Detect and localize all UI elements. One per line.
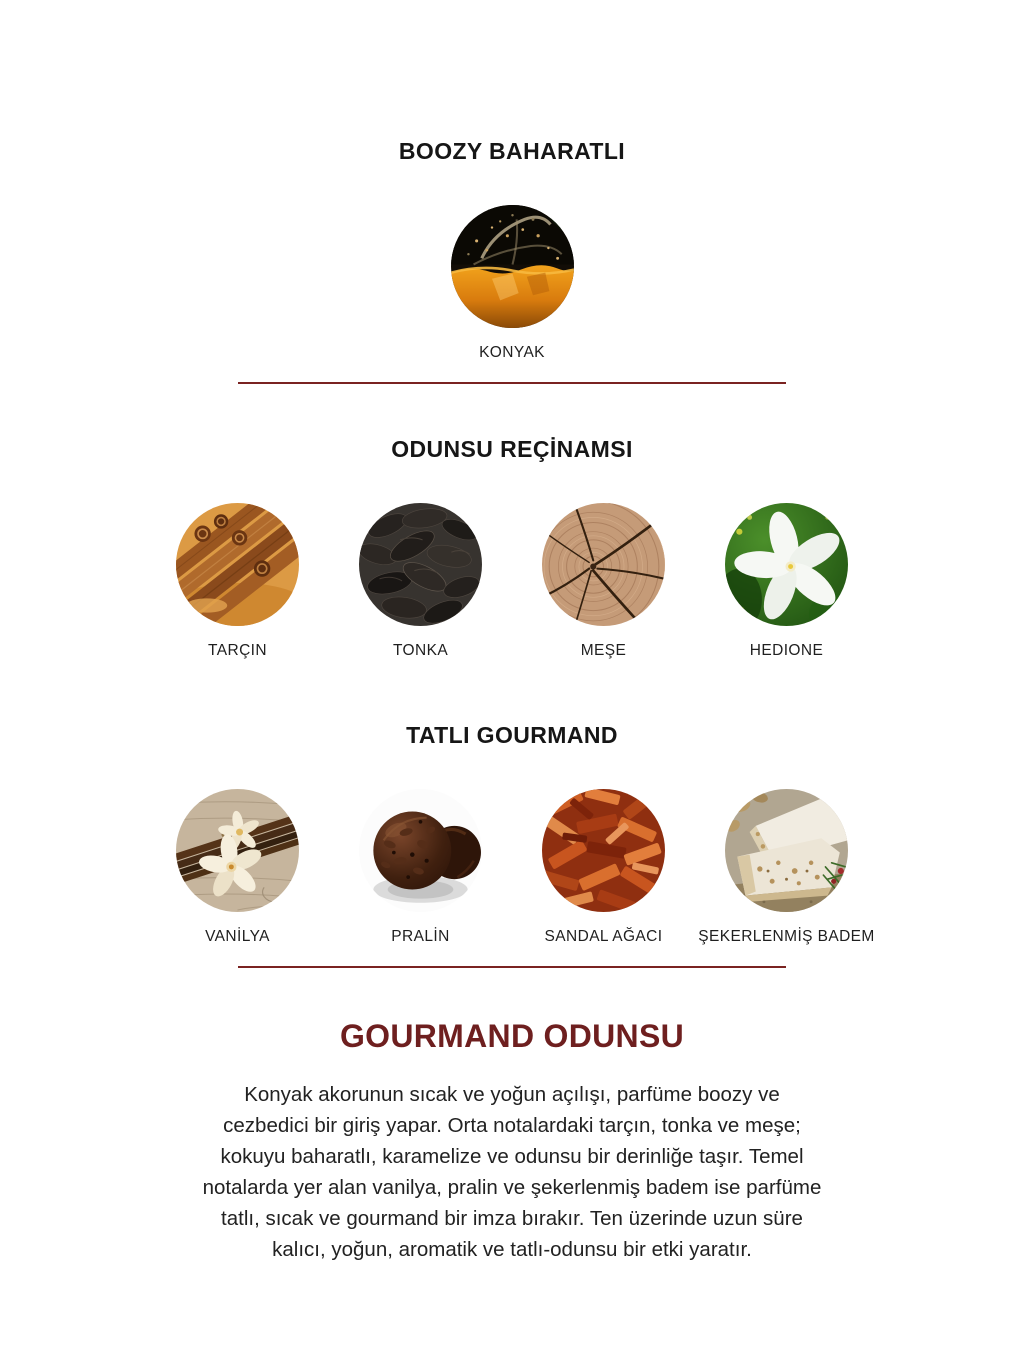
note-item bbox=[146, 789, 329, 946]
section-title: TATLI GOURMAND bbox=[406, 722, 618, 748]
note-item bbox=[146, 503, 329, 660]
chocolate-praline-icon bbox=[359, 789, 482, 912]
note-label: MEŞE bbox=[580, 642, 627, 659]
note-label: ŞEKERLENMİŞ BADEM bbox=[698, 928, 875, 945]
summary-section bbox=[0, 1018, 1024, 1265]
candied-almond-nougat-image bbox=[725, 789, 848, 912]
note-item bbox=[329, 789, 512, 946]
note-item bbox=[695, 789, 878, 946]
note-label: KONYAK bbox=[479, 344, 545, 361]
chocolate-praline-image bbox=[359, 789, 482, 912]
note-item bbox=[512, 503, 695, 660]
white-jasmine-flower-image bbox=[725, 503, 848, 626]
note-label: TONKA bbox=[392, 642, 449, 659]
section-top-notes bbox=[0, 138, 1024, 362]
note-label: VANİLYA bbox=[205, 928, 270, 945]
cinnamon-sticks-icon bbox=[176, 503, 299, 626]
section-base-notes bbox=[0, 722, 1024, 946]
notes-row bbox=[0, 789, 1024, 946]
section-title: ODUNSU REÇİNAMSI bbox=[391, 436, 633, 462]
note-item bbox=[421, 205, 604, 362]
note-label: PRALİN bbox=[391, 928, 450, 945]
sandalwood-chips-icon bbox=[542, 789, 665, 912]
tonka-beans-image bbox=[359, 503, 482, 626]
cinnamon-sticks-image bbox=[176, 503, 299, 626]
sandalwood-chips-image bbox=[542, 789, 665, 912]
tonka-beans-icon bbox=[359, 503, 482, 626]
section-title: BOOZY BAHARATLI bbox=[398, 138, 626, 164]
oak-wood-rings-icon bbox=[542, 503, 665, 626]
note-item bbox=[512, 789, 695, 946]
vanilla-pods-flowers-icon bbox=[176, 789, 299, 912]
summary-title: GOURMAND ODUNSU bbox=[339, 1018, 685, 1054]
note-label: SANDAL AĞACI bbox=[544, 928, 663, 945]
section-heart-notes bbox=[0, 436, 1024, 660]
summary-description: Konyak akorunun sıcak ve yoğun açılışı, parfüme boozy ve cezbedici bir giriş yapar. Orta notalardaki tarçın, tonka ve meşe; kokuyu baharatlı, karamelize ve odunsu bir derinliğe taşır. Temel notalarda yer alan vanilya, pralin ve şekerlenmiş badem ise parfüme tatlı, sıcak ve gourmand bir imza bırakır. Ten üzerinde uzun süre kalıcı, yoğun, aromatik ve tatlı-odunsu bir etki yaratır. bbox=[202, 1083, 822, 1261]
section-divider bbox=[238, 966, 786, 968]
note-label: TARÇIN bbox=[208, 642, 267, 659]
notes-row bbox=[0, 205, 1024, 362]
oak-wood-rings-image bbox=[542, 503, 665, 626]
note-label: HEDIONE bbox=[749, 642, 824, 659]
note-item bbox=[329, 503, 512, 660]
white-jasmine-flower-icon bbox=[725, 503, 848, 626]
candied-almond-nougat-icon bbox=[725, 789, 848, 912]
cognac-splash-icon bbox=[451, 205, 574, 328]
note-item bbox=[695, 503, 878, 660]
notes-row bbox=[0, 503, 1024, 660]
vanilla-pods-flowers-image bbox=[176, 789, 299, 912]
cognac-splash-image bbox=[451, 205, 574, 328]
section-divider bbox=[238, 382, 786, 384]
